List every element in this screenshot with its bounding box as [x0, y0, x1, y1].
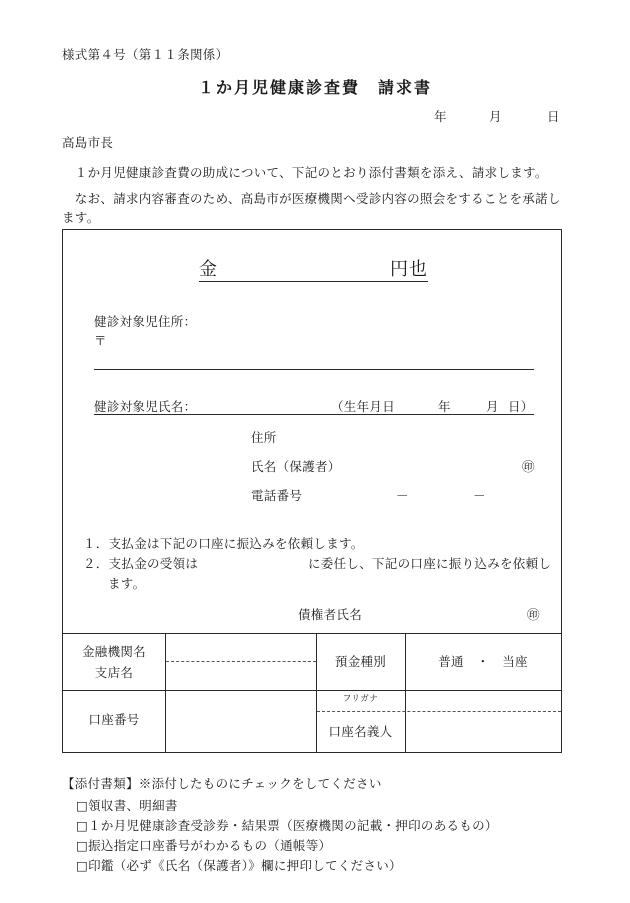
dob-day: 日）: [508, 399, 534, 414]
bank-branch-dashed-divider: [166, 661, 316, 662]
creditor-seal-mark: ㊞: [527, 607, 540, 622]
dob-month: 月: [486, 399, 499, 414]
child-address-label: 健診対象児住所：: [94, 314, 197, 329]
guardian-name-label: 氏名（保護者）: [251, 459, 341, 474]
table-row-divider: [63, 690, 561, 691]
date-day: 日: [547, 109, 560, 124]
account-number-label: 口座番号: [88, 712, 140, 727]
phone-separator-1: －: [396, 488, 409, 503]
guardian-seal-mark: ㊞: [522, 459, 535, 474]
table-divider: [165, 634, 166, 752]
account-holder-label: 口座名義人: [328, 724, 393, 739]
creditor-name-label: 債権者氏名: [298, 607, 363, 622]
payment-item-2-continued: ます。: [108, 576, 146, 591]
attachment-checkbox-item: □領収書、明細書: [76, 798, 178, 813]
intro-line-1: １か月児健康診査費の助成について、下記のとおり添付書類を添え、請求します。: [62, 165, 548, 180]
attachments-heading: 【添付書類】※添付したものにチェックをしてください: [62, 776, 382, 791]
form-number: 様式第４号（第１１条関係）: [62, 47, 229, 62]
furigana-dashed-divider: [317, 711, 561, 712]
dob-year: 年: [438, 399, 451, 414]
furigana-label: フリガナ: [342, 694, 379, 704]
intro-line-3: ます。: [62, 210, 100, 225]
branch-name-label: 支店名: [94, 665, 134, 680]
page-title: １か月児健康診査費 請求書: [197, 78, 432, 97]
attachment-checkbox-item: □印鑑（必ず《氏名（保護者）》欄に押印してください）: [76, 858, 402, 873]
amount-suffix: 円也: [390, 259, 428, 280]
payment-item-2-start: ２．支払金の受領は: [83, 556, 199, 571]
claim-box: [62, 229, 562, 753]
amount-line: [199, 259, 428, 282]
payment-item-2-end: に委任し、下記の口座に振り込みを依頼し: [308, 556, 552, 571]
postal-mark: 〒: [94, 333, 107, 348]
deposit-type-options: 普通 ・ 当座: [438, 654, 528, 669]
date-month: 月: [489, 109, 502, 124]
deposit-type-label: 預金種別: [334, 654, 387, 669]
amount-prefix: 金: [199, 259, 218, 280]
intro-line-2: なお、請求内容審査のため、高島市が医療機関へ受診内容の照会をすることを承諾し: [62, 191, 561, 206]
guardian-address-label: 住所: [251, 430, 277, 445]
phone-label: 電話番号: [251, 488, 303, 503]
payment-item-1: １．支払金は下記の口座に振込みを依頼します。: [83, 536, 364, 551]
attachment-checkbox-item: □振込指定口座番号がわかるもの（通帳等）: [76, 838, 332, 853]
bank-account-table: [63, 633, 561, 752]
dob-label: （生年月日: [331, 399, 396, 414]
child-address-underline: [94, 369, 534, 370]
date-year: 年: [434, 109, 447, 124]
attachment-checkbox-item: □１か月児健康診査受診券・結果票（医療機関の記載・押印のあるもの）: [76, 818, 498, 833]
child-name-label: 健診対象児氏名：: [94, 399, 197, 414]
table-divider: [405, 634, 406, 752]
child-name-line: [94, 399, 534, 415]
addressee: 高島市長: [62, 135, 114, 150]
phone-separator-2: －: [473, 488, 486, 503]
bank-name-label: 金融機関名: [81, 644, 146, 659]
